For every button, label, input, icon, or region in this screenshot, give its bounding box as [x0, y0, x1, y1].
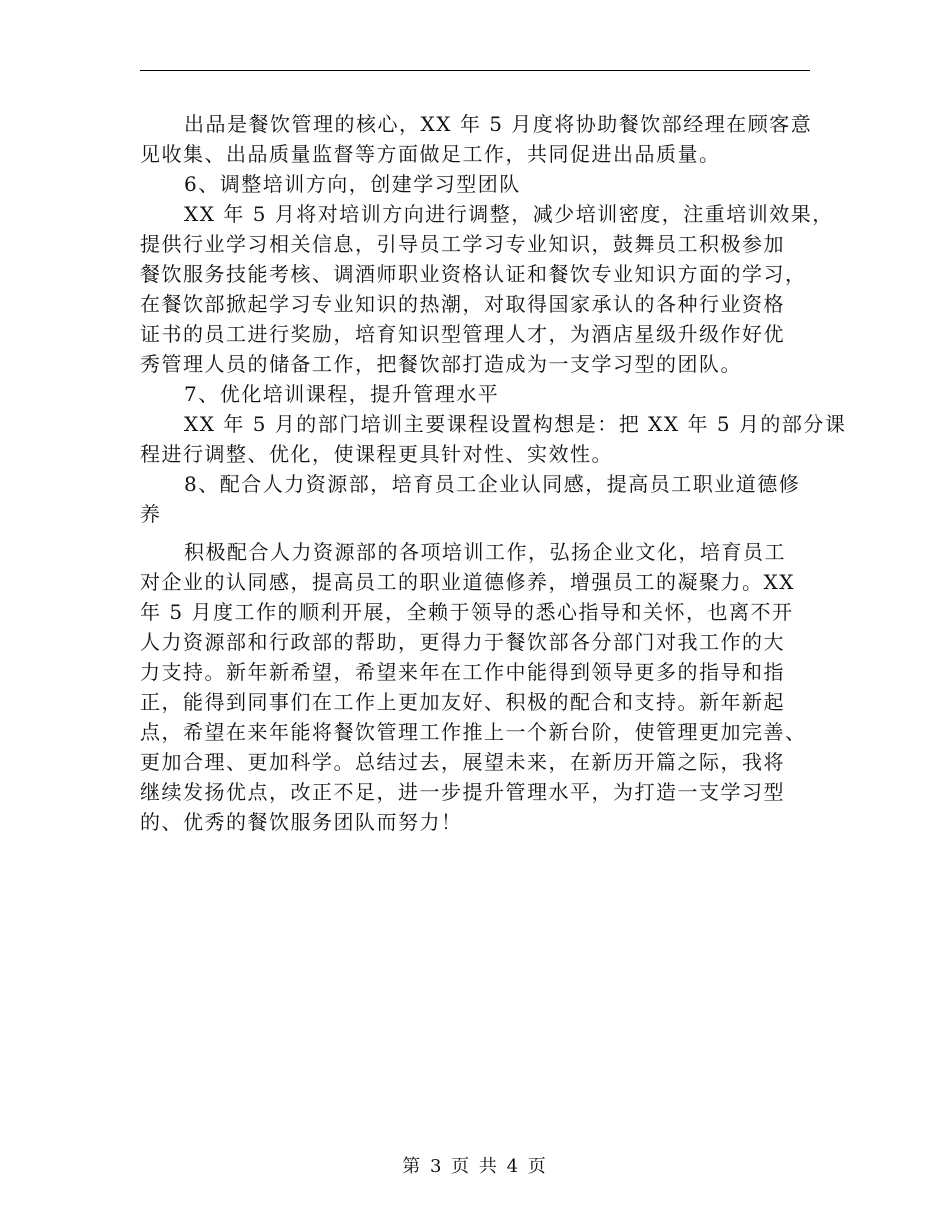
section-heading: 6、调整培训方向，创建学习型团队 — [184, 172, 521, 196]
paragraph-line: 出品是餐饮管理的核心，XX 年 5 月度将协助餐饮部经理在顾客意 — [184, 112, 813, 136]
document-body — [140, 109, 847, 837]
paragraph-line: 人力资源部和行政部的帮助，更得力于餐饮部各分部门对我工作的大 — [140, 630, 785, 654]
section-heading: 7、优化培训课程，提升管理水平 — [184, 382, 500, 406]
page-number-footer: 第 3 页 共 4 页 — [402, 1156, 548, 1177]
paragraph-line: 力支持。新年新希望，希望来年在工作中能得到领导更多的指导和指 — [140, 660, 785, 684]
paragraph-line: 积极配合人力资源部的各项培训工作，弘扬企业文化，培育员工 — [184, 540, 786, 564]
paragraph-line: 年 5 月度工作的顺利开展，全赖于领导的悉心指导和关怀，也离不开 — [140, 600, 794, 624]
paragraph-line: 继续发扬优点，改正不足，进一步提升管理水平，为打造一支学习型 — [140, 780, 785, 804]
paragraph-line: XX 年 5 月将对培训方向进行调整，减少培训密度，注重培训效果， — [184, 202, 834, 226]
section-heading-continued: 养 — [140, 502, 162, 526]
paragraph-line: 程进行调整、优化，使课程更具针对性、实效性。 — [140, 442, 613, 466]
paragraph-line: 证书的员工进行奖励，培育知识型管理人才，为酒店星级升级作好优 — [140, 322, 785, 346]
paragraph-line: 见收集、出品质量监督等方面做足工作，共同促进出品质量。 — [140, 142, 721, 166]
paragraph-line: 在餐饮部掀起学习专业知识的热潮，对取得国家承认的各种行业资格 — [140, 292, 785, 316]
paragraph-line: 更加合理、更加科学。总结过去，展望未来，在新历开篇之际，我将 — [140, 750, 785, 774]
paragraph-line: XX 年 5 月的部门培训主要课程设置构想是：把 XX 年 5 月的部分课 — [184, 412, 847, 436]
paragraph-line: 秀管理人员的储备工作，把餐饮部打造成为一支学习型的团队。 — [140, 352, 742, 376]
paragraph-line: 点，希望在来年能将餐饮管理工作推上一个新台阶，使管理更加完善、 — [140, 720, 807, 744]
paragraph-line: 正，能得到同事们在工作上更加友好、积极的配合和支持。新年新起 — [140, 690, 785, 714]
section-heading: 8、配合人力资源部，培育员工企业认同感，提高员工职业道德修 — [184, 472, 801, 496]
paragraph-line: 的、优秀的餐饮服务团队而努力！ — [140, 810, 463, 834]
paragraph-line: 提供行业学习相关信息，引导员工学习专业知识，鼓舞员工积极参加 — [140, 232, 785, 256]
paragraph-line: 对企业的认同感，提高员工的职业道德修养，增强员工的凝聚力。XX — [140, 570, 795, 594]
paragraph-line: 餐饮服务技能考核、调酒师职业资格认证和餐饮专业知识方面的学习， — [140, 262, 807, 286]
header-rule — [140, 70, 810, 71]
